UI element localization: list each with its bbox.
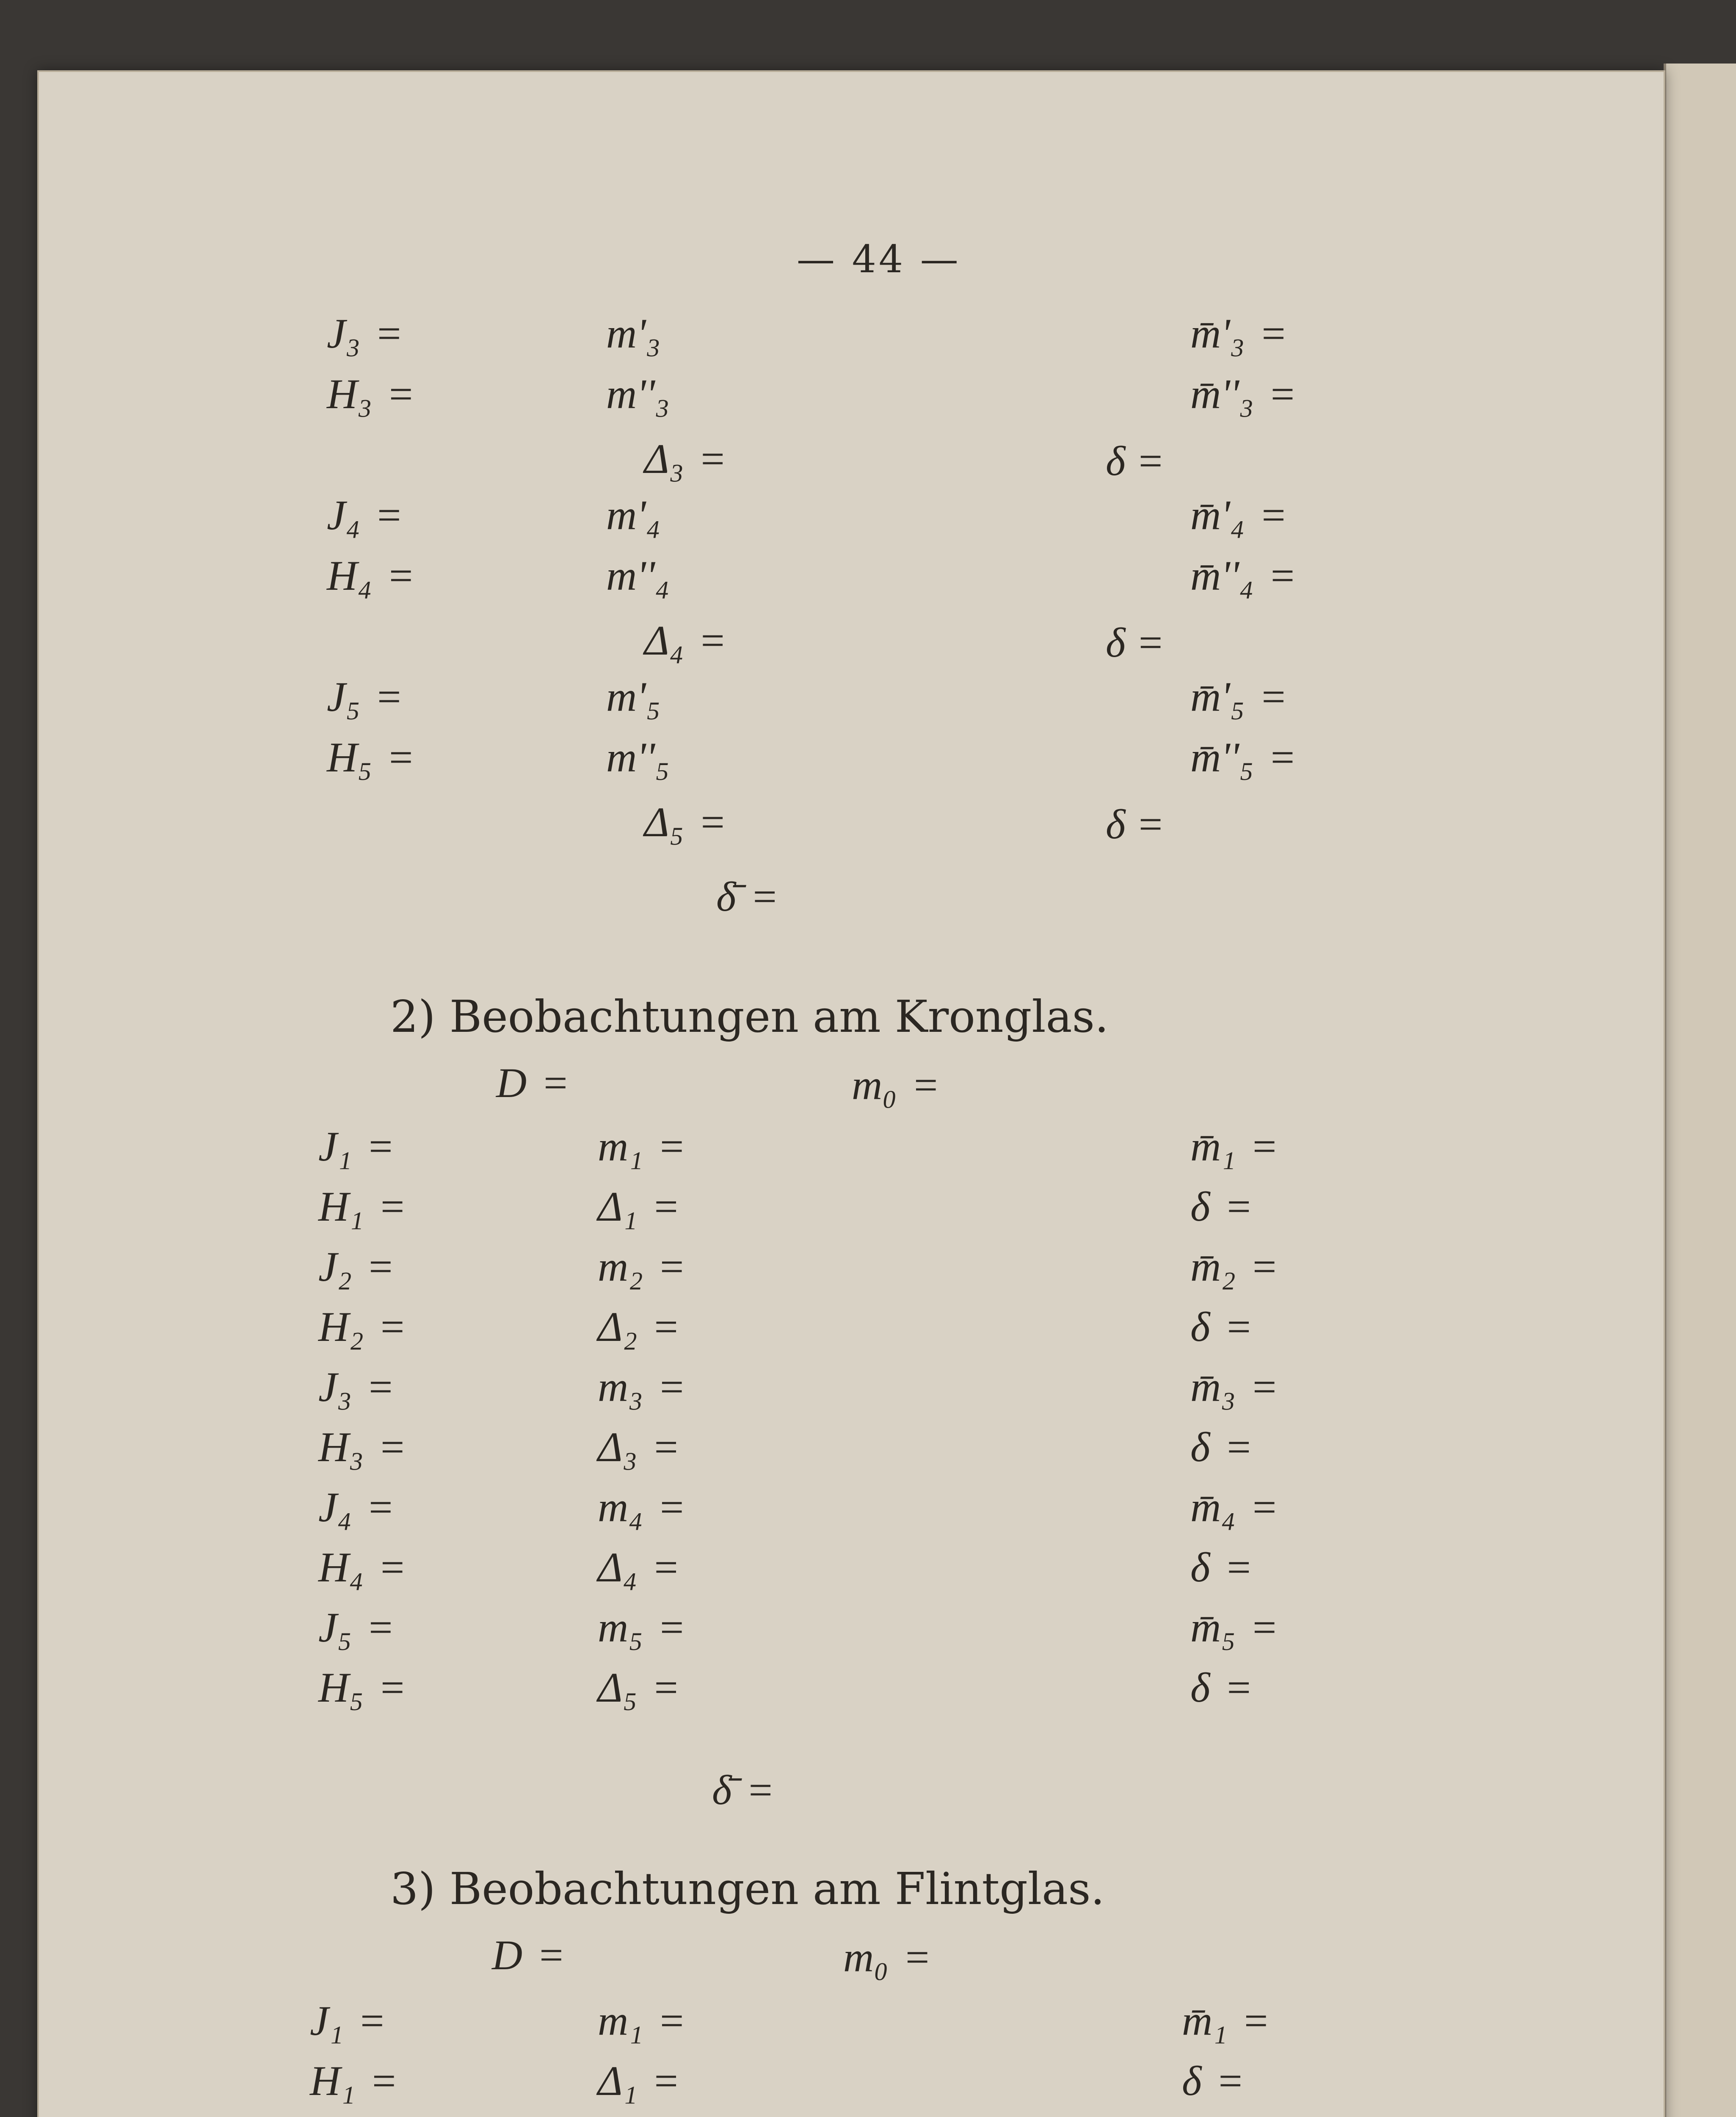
equals: = [1227, 1664, 1251, 1711]
small-delta-cell: δ = [1106, 619, 1165, 666]
mean-delta-symbol: δ̄ [716, 873, 736, 920]
equals: = [377, 310, 401, 357]
equals: = [654, 1183, 678, 1230]
equals: = [369, 1243, 393, 1290]
equals: = [654, 1544, 678, 1591]
right-cell-symbol: m̄₁ [1182, 1997, 1227, 2044]
right-cell [1190, 309, 1286, 358]
equals: = [380, 1303, 405, 1350]
row-label-symbol: H₂ [318, 1303, 364, 1350]
right-cell [1190, 1423, 1251, 1471]
right-cell [1190, 1603, 1276, 1652]
equals: = [748, 1766, 773, 1813]
mid-symbol: m'₃ [606, 310, 661, 357]
equals: = [377, 673, 401, 720]
right-cell-symbol: m̄'₄ [1190, 492, 1245, 539]
equals: = [389, 734, 413, 781]
right-cell [1190, 1543, 1251, 1592]
equals: = [539, 1932, 563, 1979]
equals: = [1227, 1423, 1251, 1470]
equals: = [654, 1423, 678, 1470]
mid-cell-symbol: Δ₁ [598, 2057, 638, 2104]
mid-cell-symbol: m₄ [598, 1484, 643, 1531]
row-label [318, 1302, 404, 1351]
row-label-symbol: H₄ [327, 552, 372, 599]
mid-cell-symbol: Δ₁ [598, 1183, 638, 1230]
mid-cell [598, 1302, 678, 1351]
mid-cell [598, 1423, 678, 1471]
equals: = [660, 1363, 684, 1410]
equals: = [369, 1123, 393, 1170]
mid-cell [598, 1182, 678, 1231]
row-label [318, 1663, 404, 1712]
row-label-symbol: H₃ [318, 1423, 364, 1470]
right-cell [1190, 1483, 1276, 1531]
mid-cell-symbol: m₁ [598, 1123, 643, 1170]
equals: = [360, 1997, 384, 2044]
mid-cell [598, 1122, 684, 1171]
page-number: — 44 — [797, 237, 961, 282]
equals: = [660, 1997, 684, 2044]
small-delta-cell: δ = [1106, 801, 1165, 848]
section2-mean-delta [712, 1766, 773, 1814]
row-label-symbol: J₁ [318, 1123, 352, 1170]
mean-delta [716, 872, 777, 921]
row-label-symbol: H₁ [310, 2057, 355, 2104]
row-label [318, 1543, 404, 1592]
delta-cell [644, 798, 725, 846]
mid-symbol: m'₄ [606, 492, 661, 539]
equals: = [1261, 310, 1286, 357]
equals: = [753, 873, 777, 920]
right-cell-symbol: δ [1190, 1423, 1210, 1470]
row-label [318, 1483, 393, 1531]
right-cell [1182, 2056, 1242, 2105]
right-cell-symbol: δ [1190, 1544, 1210, 1591]
right-cell-symbol: m̄''₃ [1190, 370, 1254, 417]
mid-cell [598, 1543, 678, 1592]
right-cell-symbol: m̄₃ [1190, 1363, 1236, 1410]
equals: = [377, 492, 401, 539]
row-label [327, 309, 401, 358]
equals: = [905, 1934, 930, 1981]
equals: = [1252, 1363, 1277, 1410]
mid-cell-symbol: Δ₂ [598, 1303, 638, 1350]
row-label-symbol: J₄ [327, 492, 361, 539]
row-label [318, 1122, 393, 1171]
section2-heading: 2) Beobachtungen am Kronglas. [390, 991, 1109, 1042]
right-cell-symbol: δ [1190, 1183, 1210, 1230]
right-cell-symbol: m̄''₄ [1190, 552, 1254, 599]
mid-cell-symbol: m₁ [598, 1997, 643, 2044]
mid-symbol: m''₅ [606, 734, 670, 781]
row-label [327, 551, 413, 600]
mid-cell [598, 1996, 684, 2045]
mid-cell-symbol: Δ₄ [598, 1544, 638, 1591]
equals: = [369, 1604, 393, 1651]
equals: = [380, 1423, 405, 1470]
row-label [327, 672, 401, 721]
section2-m0-field [852, 1061, 938, 1109]
equals: = [654, 1303, 678, 1350]
row-label-symbol: J₁ [310, 1997, 344, 2044]
row-label-symbol: H₃ [327, 370, 372, 417]
equals: = [1244, 1997, 1268, 2044]
right-cell-symbol: δ [1190, 1303, 1210, 1350]
right-cell-symbol: m̄₅ [1190, 1604, 1236, 1651]
delta-cell-symbol: Δ₅ [644, 799, 684, 846]
row-label [318, 1182, 404, 1231]
right-cell [1190, 1363, 1276, 1411]
right-cell [1190, 1182, 1251, 1231]
right-cell [1190, 672, 1286, 721]
equals: = [701, 435, 725, 482]
equals: = [372, 2057, 396, 2104]
right-cell [1190, 1302, 1251, 1351]
equals: = [544, 1059, 568, 1106]
equals: = [380, 1664, 405, 1711]
row-label-symbol: J₅ [327, 673, 361, 720]
mid-cell-symbol: m₂ [598, 1243, 643, 1290]
mid-symbol: m''₃ [606, 370, 670, 417]
mid-cell-symbol: m₅ [598, 1604, 643, 1651]
right-cell [1190, 1242, 1276, 1291]
right-cell-symbol: m̄'₅ [1190, 673, 1245, 720]
equals: = [660, 1484, 684, 1531]
section3-D-field [492, 1931, 563, 1979]
right-cell [1190, 733, 1294, 782]
equals: = [1227, 1303, 1251, 1350]
equals: = [1227, 1544, 1251, 1591]
section3-m0-field [843, 1933, 929, 1982]
delta-cell-symbol: Δ₃ [644, 435, 684, 482]
equals: = [660, 1123, 684, 1170]
right-cell [1190, 370, 1294, 418]
mid-cell [598, 2056, 678, 2105]
row-label [327, 733, 413, 782]
mid-symbol: m'₅ [606, 673, 661, 720]
mid-cell [598, 1483, 684, 1531]
right-cell-symbol: m̄'₃ [1190, 310, 1245, 357]
delta-cell [644, 434, 725, 483]
adjacent-page-edge [1664, 64, 1736, 2117]
row-label-symbol: J₃ [318, 1363, 352, 1410]
equals: = [1270, 734, 1295, 781]
equals: = [389, 370, 413, 417]
equals: = [1261, 673, 1286, 720]
delta-cell-symbol: Δ₄ [644, 617, 684, 664]
row-label [318, 1423, 404, 1471]
right-cell [1190, 1663, 1251, 1712]
mean-delta-symbol: δ̄ [712, 1766, 732, 1813]
row-label [327, 370, 413, 418]
right-cell [1190, 491, 1286, 539]
row-label-symbol: H₁ [318, 1183, 364, 1230]
row-label-symbol: J₂ [318, 1243, 352, 1290]
row-label [318, 1363, 393, 1411]
right-cell-symbol: δ [1190, 1664, 1210, 1711]
row-label [327, 491, 401, 539]
row-label-symbol: H₄ [318, 1544, 364, 1591]
equals: = [380, 1183, 405, 1230]
right-cell [1190, 551, 1294, 600]
D-symbol: D [492, 1932, 523, 1979]
equals: = [660, 1243, 684, 1290]
right-cell [1182, 1996, 1268, 2045]
equals: = [1227, 1183, 1251, 1230]
equals: = [654, 1664, 678, 1711]
mid-cell-symbol: Δ₅ [598, 1664, 638, 1711]
mid-cell-symbol: m₃ [598, 1363, 643, 1410]
section3-heading: 3) Beobachtungen am Flintglas. [390, 1863, 1105, 1915]
equals: = [654, 2057, 678, 2104]
mid-cell [598, 1363, 684, 1411]
section2-D-field [496, 1058, 568, 1107]
row-label [310, 2056, 396, 2105]
equals: = [380, 1544, 405, 1591]
equals: = [369, 1363, 393, 1410]
mid-cell [598, 1603, 684, 1652]
equals: = [701, 617, 725, 664]
row-label-symbol: J₅ [318, 1604, 352, 1651]
equals: = [1252, 1604, 1277, 1651]
m0-symbol: m₀ [852, 1061, 897, 1108]
equals: = [660, 1604, 684, 1651]
small-delta-cell: δ = [1106, 437, 1165, 484]
row-label [310, 1996, 384, 2045]
right-cell-symbol: m̄''₅ [1190, 734, 1254, 781]
row-label-symbol: H₅ [327, 734, 372, 781]
equals: = [914, 1061, 938, 1108]
equals: = [1270, 370, 1295, 417]
book-page [37, 70, 1665, 2117]
mid-symbol: m''₄ [606, 552, 670, 599]
equals: = [369, 1484, 393, 1531]
m0-symbol: m₀ [843, 1934, 889, 1981]
equals: = [389, 552, 413, 599]
mid-cell [598, 1663, 678, 1712]
right-cell-symbol: m̄₁ [1190, 1123, 1236, 1170]
row-label-symbol: J₄ [318, 1484, 352, 1531]
row-label [318, 1242, 393, 1291]
delta-cell [644, 616, 725, 665]
equals: = [1218, 2057, 1242, 2104]
row-label [318, 1603, 393, 1652]
right-cell-symbol: m̄₄ [1190, 1484, 1236, 1531]
equals: = [701, 799, 725, 846]
equals: = [1252, 1123, 1277, 1170]
right-cell-symbol: m̄₂ [1190, 1243, 1236, 1290]
row-label-symbol: J₃ [327, 310, 361, 357]
equals: = [1252, 1484, 1277, 1531]
right-cell-symbol: δ [1182, 2057, 1202, 2104]
equals: = [1270, 552, 1295, 599]
mid-cell-symbol: Δ₃ [598, 1423, 638, 1470]
D-symbol: D [496, 1059, 527, 1106]
right-cell [1190, 1122, 1276, 1171]
equals: = [1252, 1243, 1277, 1290]
row-label-symbol: H₅ [318, 1664, 364, 1711]
mid-cell [598, 1242, 684, 1291]
equals: = [1261, 492, 1286, 539]
